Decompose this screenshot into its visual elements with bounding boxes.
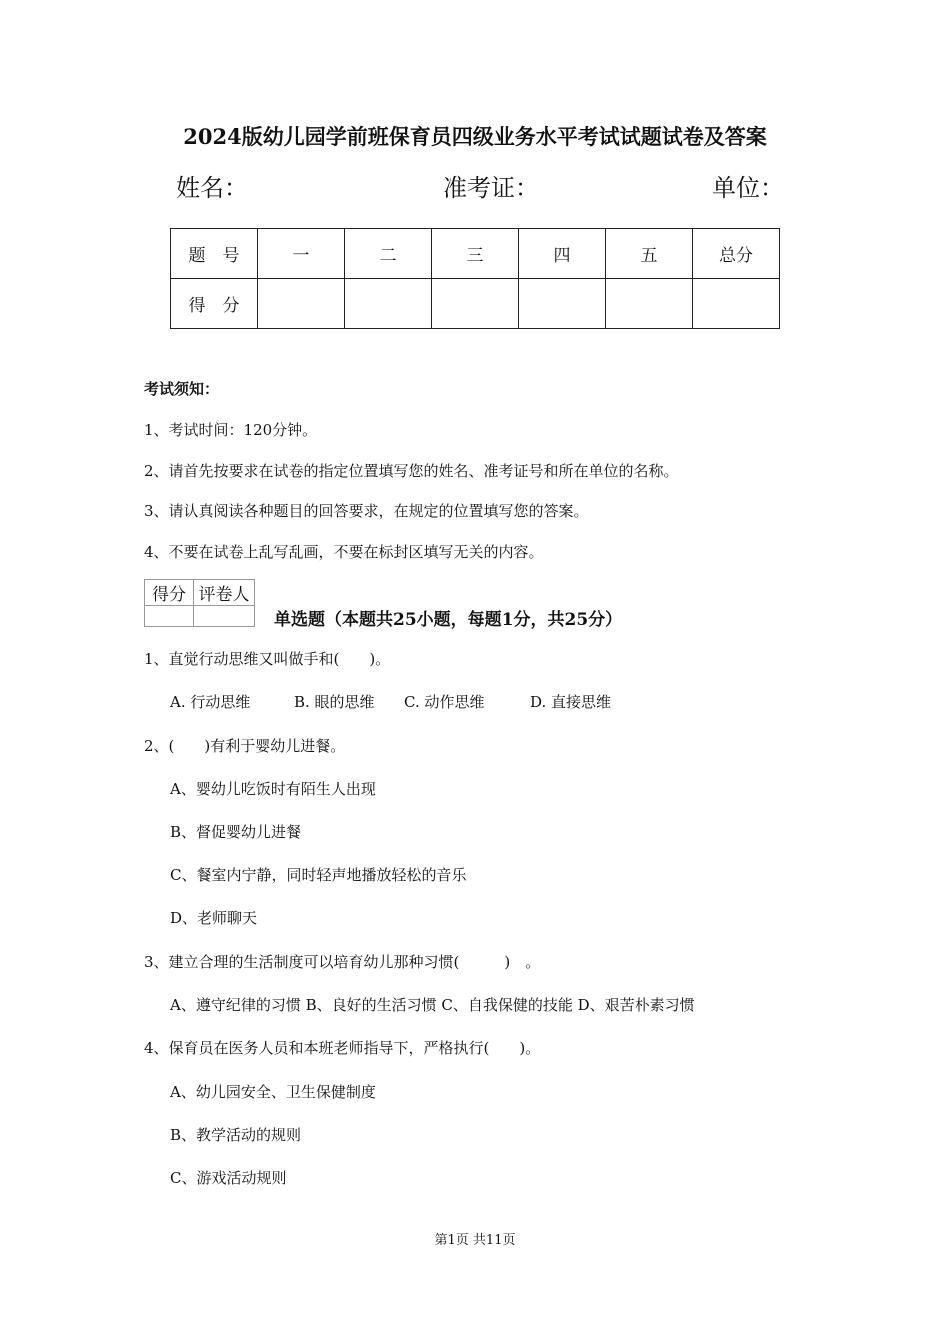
document-title: 2024版幼儿园学前班保育员四级业务水平考试试题试卷及答案	[183, 124, 767, 149]
section-title: 单选题（本题共25小题，每题1分，共25分）	[274, 610, 623, 630]
option: B、教学活动的规则	[170, 1126, 302, 1144]
grader-name-cell[interactable]	[194, 606, 255, 627]
question-stem: 2、( )有利于婴幼儿进餐。	[144, 737, 346, 755]
score-table-header-cell: 题 号	[171, 229, 258, 279]
score-table-header-cell: 总分	[693, 229, 780, 279]
option: C、餐室内宁静，同时轻声地播放轻松的音乐	[170, 866, 467, 884]
notes-heading: 考试须知：	[144, 380, 220, 398]
score-table-header-cell: 五	[606, 229, 693, 279]
score-cell[interactable]	[258, 279, 345, 329]
option: D、老师聊天	[170, 909, 258, 927]
score-table-header-cell: 三	[432, 229, 519, 279]
note-item: 1、考试时间：120分钟。	[144, 421, 318, 439]
score-cell[interactable]	[693, 279, 780, 329]
score-table-score-row	[171, 279, 780, 329]
score-table-header-cell: 四	[519, 229, 606, 279]
option: B、督促婴幼儿进餐	[170, 823, 302, 841]
option: C、游戏活动规则	[170, 1169, 287, 1187]
score-cell[interactable]	[432, 279, 519, 329]
score-row-label: 得 分	[171, 279, 258, 329]
grader-score-cell[interactable]	[145, 606, 194, 627]
option: D. 直接思维	[530, 693, 612, 711]
score-table	[170, 228, 780, 329]
note-item: 4、不要在试卷上乱写乱画，不要在标封区填写无关的内容。	[144, 543, 544, 561]
question-stem: 1、直觉行动思维又叫做手和( )。	[144, 650, 391, 668]
option: A、幼儿园安全、卫生保健制度	[170, 1083, 376, 1101]
note-item: 2、请首先按要求在试卷的指定位置填写您的姓名、准考证号和所在单位的名称。	[144, 462, 679, 480]
grader-table	[144, 579, 255, 627]
option: C. 动作思维	[404, 693, 485, 711]
score-table-header-cell: 二	[345, 229, 432, 279]
note-item: 3、请认真阅读各种题目的回答要求，在规定的位置填写您的答案。	[144, 502, 589, 520]
question-stem: 3、建立合理的生活制度可以培育幼儿那种习惯( ) 。	[144, 953, 541, 971]
question-options	[170, 691, 611, 712]
score-cell[interactable]	[606, 279, 693, 329]
score-table-header-cell: 一	[258, 229, 345, 279]
question-stem: 4、保育员在医务人员和本班老师指导下，严格执行( )。	[144, 1039, 541, 1057]
score-cell[interactable]	[345, 279, 432, 329]
grader-name-label: 评卷人	[194, 580, 255, 606]
option: A、婴幼儿吃饭时有陌生人出现	[170, 780, 376, 798]
option: B. 眼的思维	[294, 693, 375, 711]
question-options: A、遵守纪律的习惯 B、良好的生活习惯 C、自我保健的技能 D、艰苦朴素习惯	[170, 996, 695, 1014]
grader-score-label: 得分	[145, 580, 194, 606]
name-label: 姓名：	[176, 174, 248, 202]
score-table-header-row	[171, 229, 780, 279]
unit-label: 单位：	[712, 174, 784, 202]
page-footer: 第1页 共11页	[434, 1233, 516, 1248]
option: A. 行动思维	[170, 693, 251, 711]
exam-id-label: 准考证：	[443, 174, 539, 202]
score-cell[interactable]	[519, 279, 606, 329]
